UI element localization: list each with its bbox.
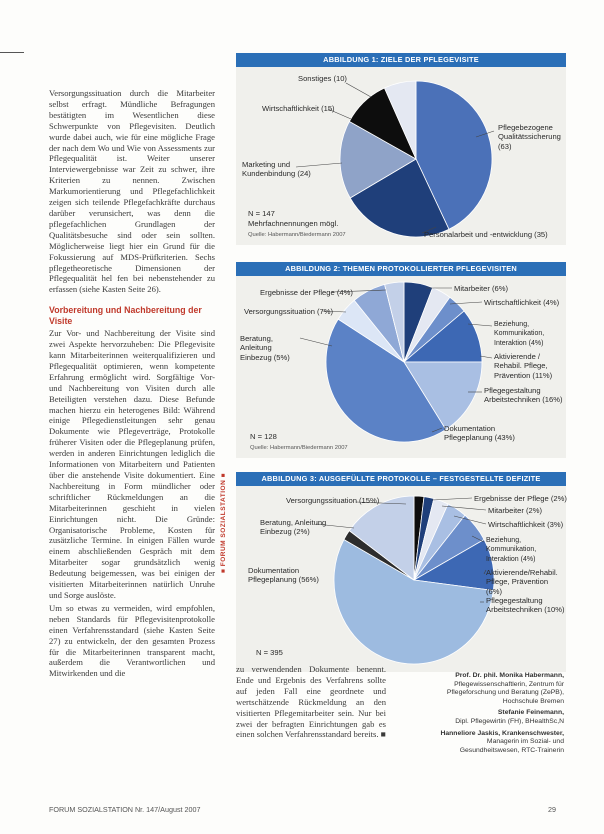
section-heading: Vorbereitung und Nachbereitung der Visite: [49, 305, 202, 327]
fig3-label-beratung: Beratung, Anleitung Einbezug (2%): [260, 518, 327, 537]
figure-1-title: ABBILDUNG 1: ZIELE DER PFLEGEVISITE: [236, 53, 566, 67]
fig3-label-versorgung: Versorgungssituation (15%): [286, 496, 380, 505]
author-2-name: Stefanie Feinemann,: [497, 709, 564, 717]
fig3-label-dokumentation: Dokumentation Pflegeplanung (56%): [248, 566, 319, 585]
body-paragraph-3: Um so etwas zu vermeiden, wird empfohlen, neben Standards für Pflegevisitenprotokolle einen Verfahrensstandard (siehe Kasten Seite 27) zu entwickeln, der den gesamten Prozess für die Mitarbeiterinnen transparent macht, außerdem die Verantwortlichen und Mitwirkenden und die: [49, 602, 215, 679]
figure-3: [236, 472, 566, 672]
fig2-label-beziehung: Beziehung, Kommunikation, Interaktion (4%): [494, 321, 545, 347]
fig3-label-wirtschaftlichkeit: Wirtschaftlichkeit (3%): [488, 520, 564, 529]
author-3-name: Hanneliore Jaskis, Krankenschwester,: [440, 729, 564, 737]
fig1-note-n: N = 147: [248, 209, 275, 218]
author-1-name: Prof. Dr. phil. Monika Habermann,: [455, 672, 564, 679]
fig3-label-aktivierende: Aktivierende/Rehabil. Pflege, Prävention (6%): [486, 568, 558, 596]
fig2-label-versorgung: Versorgungssituation (7%): [244, 307, 334, 316]
author-3-line3: Gesundheitswesen, RTC-Trainerin: [459, 746, 564, 754]
fig2-label-wirtschaftlichkeit: Wirtschaftlichkeit (4%): [484, 298, 560, 307]
fig2-leader-beratung: [300, 338, 332, 346]
fig1-label-qualitaetssicherung: Pflegebezogene Qualitätssicherung (63): [498, 123, 561, 151]
figure-1-body: [236, 67, 566, 245]
author-1-line4: Hochschule Bremen: [502, 697, 564, 705]
footer-publication: FORUM SOZIALSTATION Nr. 147/August 2007: [49, 805, 201, 814]
fig1-label-wirtschaftlichkeit: Wirtschaftlichkeit (15): [262, 104, 335, 113]
fig2-label-ergebnisse: Ergebnisse der Pflege (4%): [260, 288, 353, 297]
fig2-label-aktivierende: Aktivierende / Rehabil. Pflege, Prävention (11%): [494, 352, 553, 380]
author-credits: [374, 672, 564, 755]
fig2-label-beratung: Beratung, Anleitung Einbezug (5%): [240, 334, 290, 362]
corner-crop-mark: [0, 52, 24, 53]
fig3-label-ergebnisse: Ergebnisse der Pflege (2%): [474, 494, 567, 503]
fig2-label-dokumentation: Dokumentation Pflegeplanung (43%): [444, 424, 515, 443]
fig3-label-pflegegestaltung: Pflegegestaltung Arbeitstechniken (10%): [486, 596, 565, 615]
body-paragraph-1: Versorgungssituation durch die Mitarbeiter selbst erfragt. Mündliche Befragungen bestätigten im Wesentlichen diese Schwerpunkte von Pflegevisiten. Deutlich wurde dabei auch, wie für eine mögliche Frage der nach dem Wo und Wie von Assessments zur Pflegequalität ist. Weiter unserer Interviewergebnisse war Zeit zu schwer, ihre Kriterien zu nennen. Zwischen Markumorientierung und Pflegefachlichkeit zeigen sich teilende Pflegefachkräfte durchaus darüber verunsichert, was denn die pflegefachlichen Grundlagen der Qualitätsbesuche sind oder sein sollten. Möglicherweise liegt hier ein Grund für die Fokussierung auf MDS-Prüfkriterien. Sechs pflegetheoretische Dimensionen der Pflegequalität hel fen bei nebenstehender zu erfassen (siehe Kasten Seite 26).: [49, 88, 215, 295]
author-3-line2: Managerin im Sozial- und: [486, 738, 564, 746]
fig2-source: Quelle: Habermann/Biedermann 2007: [250, 445, 348, 451]
vertical-magazine-label: ■ FORUM SOZIALSTATION ■: [220, 473, 227, 573]
fig2-label-mitarbeiter: Mitarbeiter (6%): [454, 284, 509, 293]
page-number: 29: [548, 805, 556, 814]
fig2-label-pflegegestaltung: Pflegegestaltung Arbeitstechniken (16%): [484, 386, 563, 405]
figure-2: [236, 262, 566, 458]
body-paragraph-2: Zur Vor- und Nachbereitung der Visite sind zwei Aspekte hervorzuheben: Die Pflegevisite kann Mitarbeiterinnen weiterqualifizieren und Pflegequalität optimieren, wenn kompetente Erfahrung ermöglicht wird. Sorgfältige Vor- und Nachbereitung von Visiten durch alle Beteiligten verstehen dazu. Diese Befunde machen hierzu ein heterogenes Bild: Während einige Pflegedienstleitungen sehr genau Dokumente wie Pflegeverträge, Protokolle früherer Visiten oder die Pflegeplanung prüfen, werden in anderen Einrichtungen lediglich die Informationen von Mitarbeitern und Patienten über die anstehende Visite dokumentiert. Eine Nachbereitung in Form mündlicher oder schriftlicher Rückmeldungen an die Mitarbeiterinnen geschieht in vielen Einrichtungen nicht. Die Gründe: Organisatorische Probleme, Kosten für zusätzliche Termine. In einigen Fällen wurde einem abschließenden Gespräch mit dem Mitarbeiter sogar grundsätzlich wenig Bedeutung beigemessen, was bei einigen der visitierten Mitarbeiterinnen natürlich Unruhe und Sorge auslöste.: [49, 328, 215, 600]
fig1-source: Quelle: Habermann/Biedermann 2007: [248, 232, 346, 238]
fig1-leader-sonstiges: [346, 83, 371, 97]
author-2-line2: Dipl. Pflegewirtin (FH), BHealthSc,N: [455, 717, 564, 725]
fig1-label-personalarbeit: Personalarbeit und -entwicklung (35): [424, 230, 548, 239]
figure-2-title: ABBILDUNG 2: THEMEN PROTOKOLLIERTER PFLEGEVISITEN: [236, 262, 566, 276]
fig1-note-multiple: Mehrfachnennungen mögl.: [248, 219, 339, 228]
author-1-line3: Pflegeforschung und Beratung (ZePB),: [446, 689, 564, 697]
figure-1: [236, 53, 566, 245]
fig3-label-mitarbeiter: Mitarbeiter (2%): [488, 506, 543, 515]
fig1-label-sonstiges: Sonstiges (10): [298, 74, 347, 83]
figure-2-body: [236, 276, 566, 458]
fig3-note-n: N = 395: [256, 648, 283, 657]
left-text-column: [49, 88, 215, 679]
fig3-label-beziehung: Beziehung, Kommunikation, Interaktion (4%): [486, 537, 537, 563]
fig2-note-n: N = 128: [250, 432, 277, 441]
figure-3-body: [236, 486, 566, 672]
bottom-middle-paragraph: zu verwendenden Dokumente benennt. Ende und Ergebnis des Verfahrens sollte auf jeden Fall eine geordnete und wertschätzende Rückmeldung an den visitierten Pflegemitarbeiter sein. Nur bei zwei der befragten Einrichtungen gab es einen solchen Verfahrensstandard bereits. ■: [236, 664, 386, 740]
author-1-line2: Pflegewissenschaftlerin, Zentrum für: [454, 680, 564, 688]
fig3-leader-ergebnisse: [432, 498, 472, 500]
fig1-label-marketing: Marketing und Kundenbindung (24): [242, 160, 311, 179]
figure-3-title: ABBILDUNG 3: AUSGEFÜLLTE PROTOKOLLE – FESTGESTELLTE DEFIZITE: [236, 472, 566, 486]
